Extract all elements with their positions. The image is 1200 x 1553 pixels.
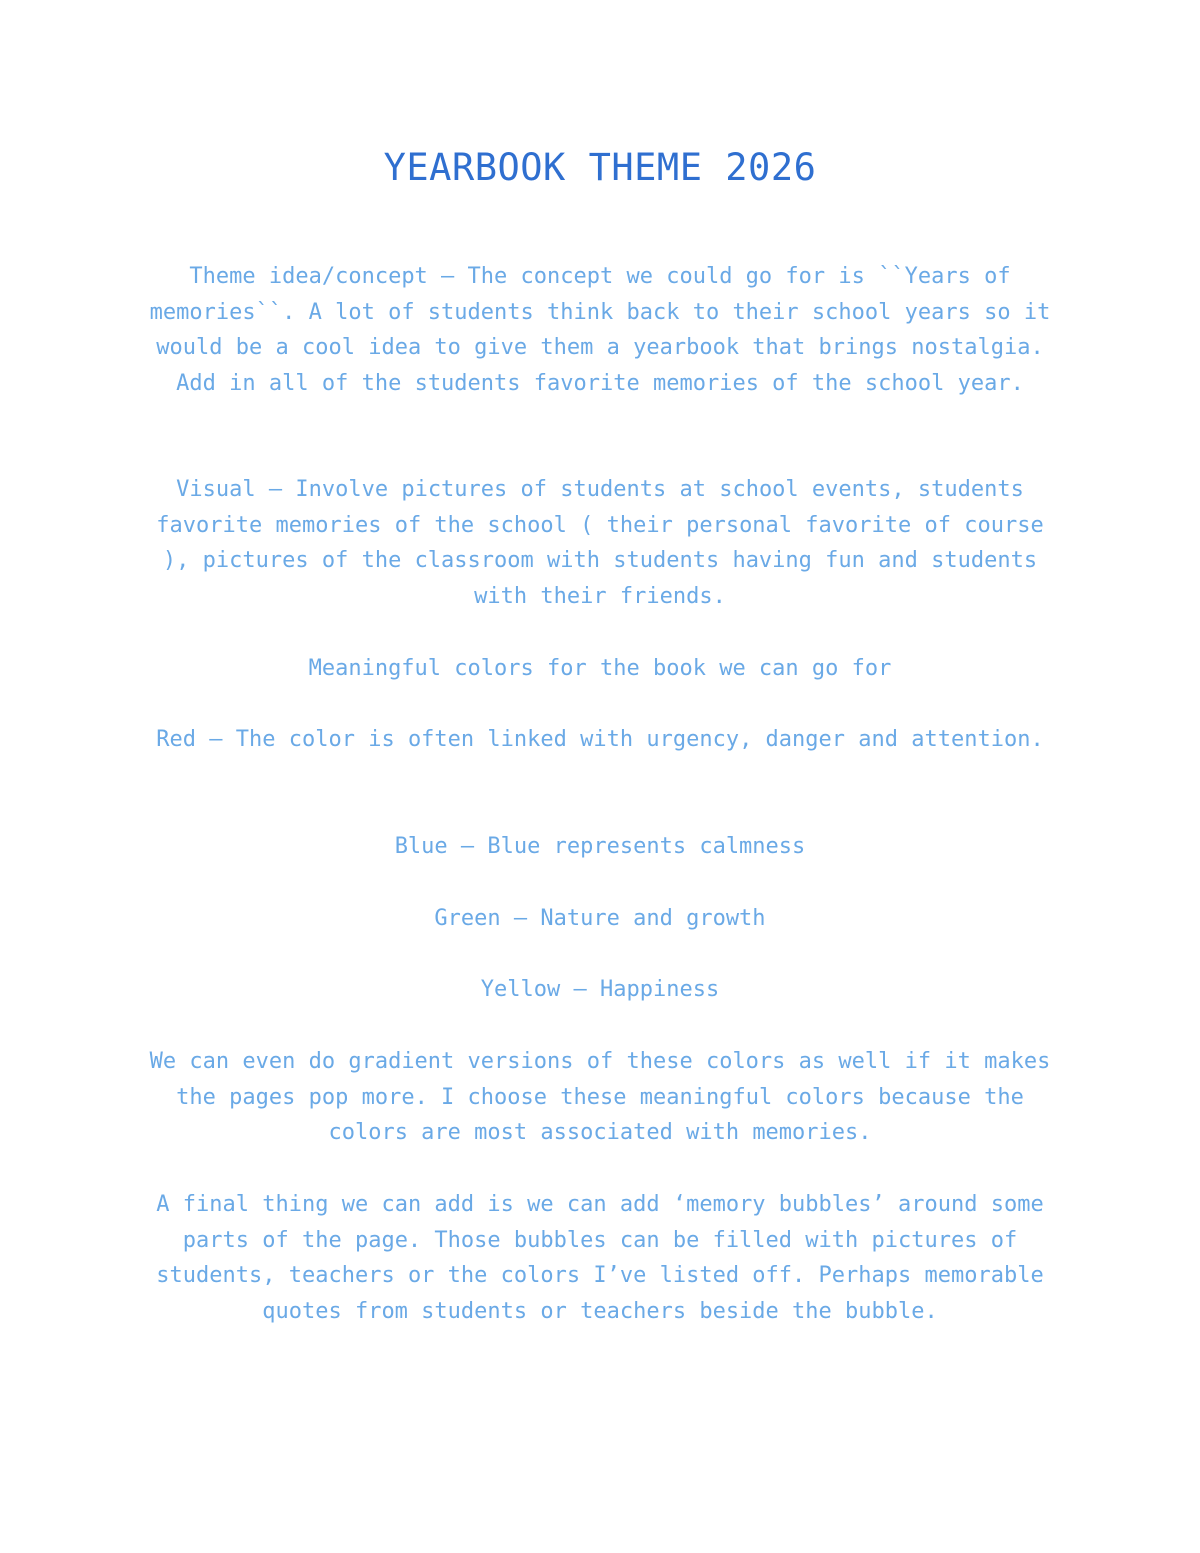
paragraph-gradient: We can even do gradient versions of these colors as well if it makes the pages pop more. I choose these meaningful colors because the colors are most associated with memories. [149,1049,1051,1146]
paragraph-memory-bubbles: A final thing we can add is we can add ‘memory bubbles’ around some parts of the page. Those bubbles can be filled with pictures of students, teachers or the colors I’ve listed off. Perhaps memorable quotes from students or teachers beside the bubble. [156,1192,1044,1325]
paragraph-theme-concept: Theme idea/concept – The concept we could go for is ``Years of memories``. A lot of students think back to their school years so it would be a cool idea to give them a yearbook that brings nostalgia. Add in all of the students favorite memories of the school year. [149,264,1051,397]
paragraph-color-blue: Blue – Blue represents calmness [394,834,806,859]
paragraph-color-yellow: Yellow – Happiness [480,977,720,1002]
paragraph-colors-intro: Meaningful colors for the book we can go for [308,656,892,681]
paragraph-color-green: Green – Nature and growth [434,906,766,931]
paragraph-color-red: Red – The color is often linked with urgency, danger and attention. [156,727,1044,752]
paragraph-visual: Visual – Involve pictures of students at school events, students favorite memories of the school ( their personal favorite of course ), pictures of the classroom with students having fun and students with their friends. [156,477,1044,610]
document-title: YEARBOOK THEME 2026 [383,146,817,189]
